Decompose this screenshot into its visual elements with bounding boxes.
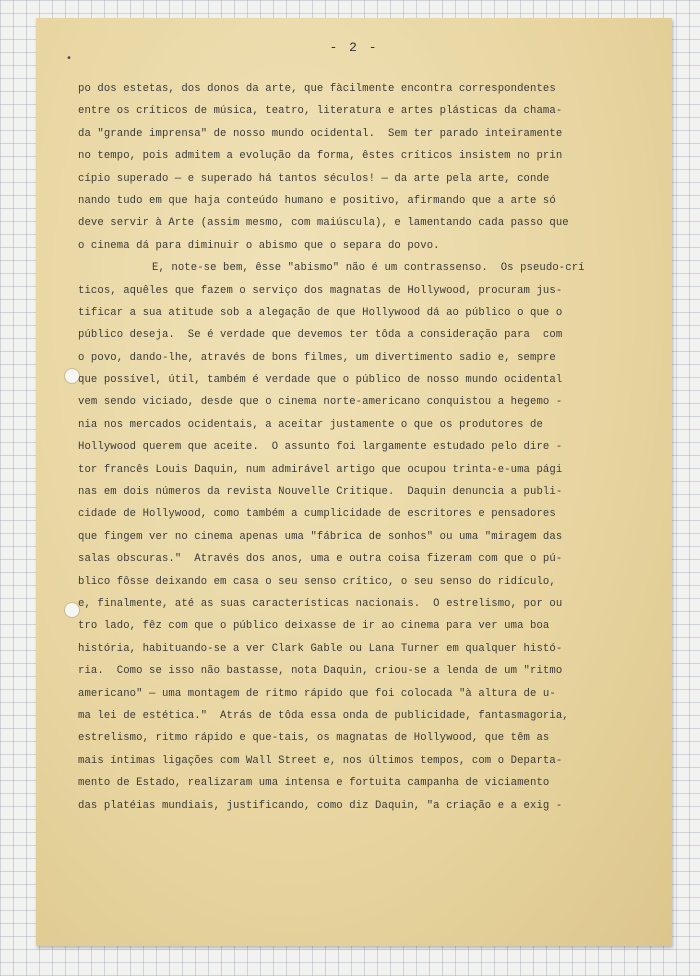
text-line: história, habituando-se a ver Clark Gable ou Lana Turner em qualquer histó- [78, 642, 563, 655]
text-line: salas obscuras." Através dos anos, uma e outra coisa fizeram com que o pú- [78, 553, 563, 566]
text-line: tificar a sua atitude sob a alegação de que Hollywood dá ao público o que o [78, 306, 563, 319]
text-line: deve servir à Arte (assim mesmo, com maiúscula), e lamentando cada passo que [78, 217, 569, 230]
text-line: po dos estetas, dos donos da arte, que fàcilmente encontra correspondentes [78, 83, 556, 95]
text-line: que possível, útil, também é verdade que o público de nosso mundo ocidental [78, 374, 563, 387]
text-line: cípio superado — e superado há tantos séculos! — da arte pela arte, conde [78, 172, 550, 185]
body-text [78, 78, 644, 817]
text-line: o cinema dá para diminuir o abismo que o separa do povo. [78, 239, 440, 252]
text-line: nia nos mercados ocidentais, a aceitar justamente o que os produtores de [78, 418, 543, 431]
paragraph-start-line: E, note-se bem, êsse "abismo" não é um contrassenso. Os pseudo-crí [152, 262, 585, 275]
text-line: da "grande imprensa" de nosso mundo ocidental. Sem ter parado inteiramente [78, 127, 563, 140]
text-line: e, finalmente, até as suas características nacionais. O estrelismo, por ou [78, 597, 563, 610]
text-line: ma lei de estética." Atrás de tôda essa onda de publicidade, fantasmagoria, [78, 709, 569, 722]
text-line: blico fôsse deixando em casa o seu senso crítico, o seu senso do ridículo, [78, 575, 556, 588]
text-line: americano" — uma montagem de ritmo rápido que foi colocada "à altura de u- [78, 687, 556, 700]
text-line: tro lado, fêz com que o público deixasse de ir ao cinema para ver uma boa [78, 620, 550, 633]
text-line: cidade de Hollywood, como também a cumplicidade de escritores e pensadores [78, 508, 556, 521]
page-number: - 2 - [329, 40, 379, 55]
text-line: no tempo, pois admitem a evolução da forma, êstes críticos insistem no prin [78, 150, 563, 163]
text-line: nando tudo em que haja conteúdo humano e positivo, afirmando que a arte só [78, 194, 556, 207]
typewritten-page [36, 18, 672, 946]
text-line: estrelismo, ritmo rápido e que-tais, os magnatas de Hollywood, que têm as [78, 732, 550, 745]
corner-mark: • [66, 54, 73, 65]
text-line: mento de Estado, realizaram uma intensa e fortuita campanha de viciamento [78, 777, 550, 790]
text-line: público deseja. Se é verdade que devemos ter tôda a consideração para com [78, 329, 563, 342]
text-line: das platéias mundiais, justificando, como diz Daquin, "a criação e a exig - [78, 799, 563, 812]
text-line: Hollywood querem que aceite. O assunto foi largamente estudado pelo dire - [78, 441, 563, 454]
text-line: entre os críticos de música, teatro, literatura e artes plásticas da chama- [78, 105, 563, 118]
text-line: tor francês Louis Daquin, num admirável artigo que ocupou trinta-e-uma pági [78, 463, 563, 476]
text-line: mais íntimas ligações com Wall Street e, nos últimos tempos, com o Departa- [78, 754, 563, 767]
text-line: o povo, dando-lhe, através de bons filmes, um divertimento sadio e, sempre [78, 351, 556, 364]
text-line: vem sendo viciado, desde que o cinema norte-americano conquistou a hegemo - [78, 396, 563, 409]
text-line: nas em dois números da revista Nouvelle Critique. Daquin denuncia a publi- [78, 486, 563, 499]
text-line: ticos, aquêles que fazem o serviço dos magnatas de Hollywood, procuram jus- [78, 284, 563, 297]
text-line: ria. Como se isso não bastasse, nota Daquin, criou-se a lenda de um "ritmo [78, 665, 563, 678]
text-line: que fingem ver no cinema apenas uma "fábrica de sonhos" ou uma "miragem das [78, 530, 563, 543]
